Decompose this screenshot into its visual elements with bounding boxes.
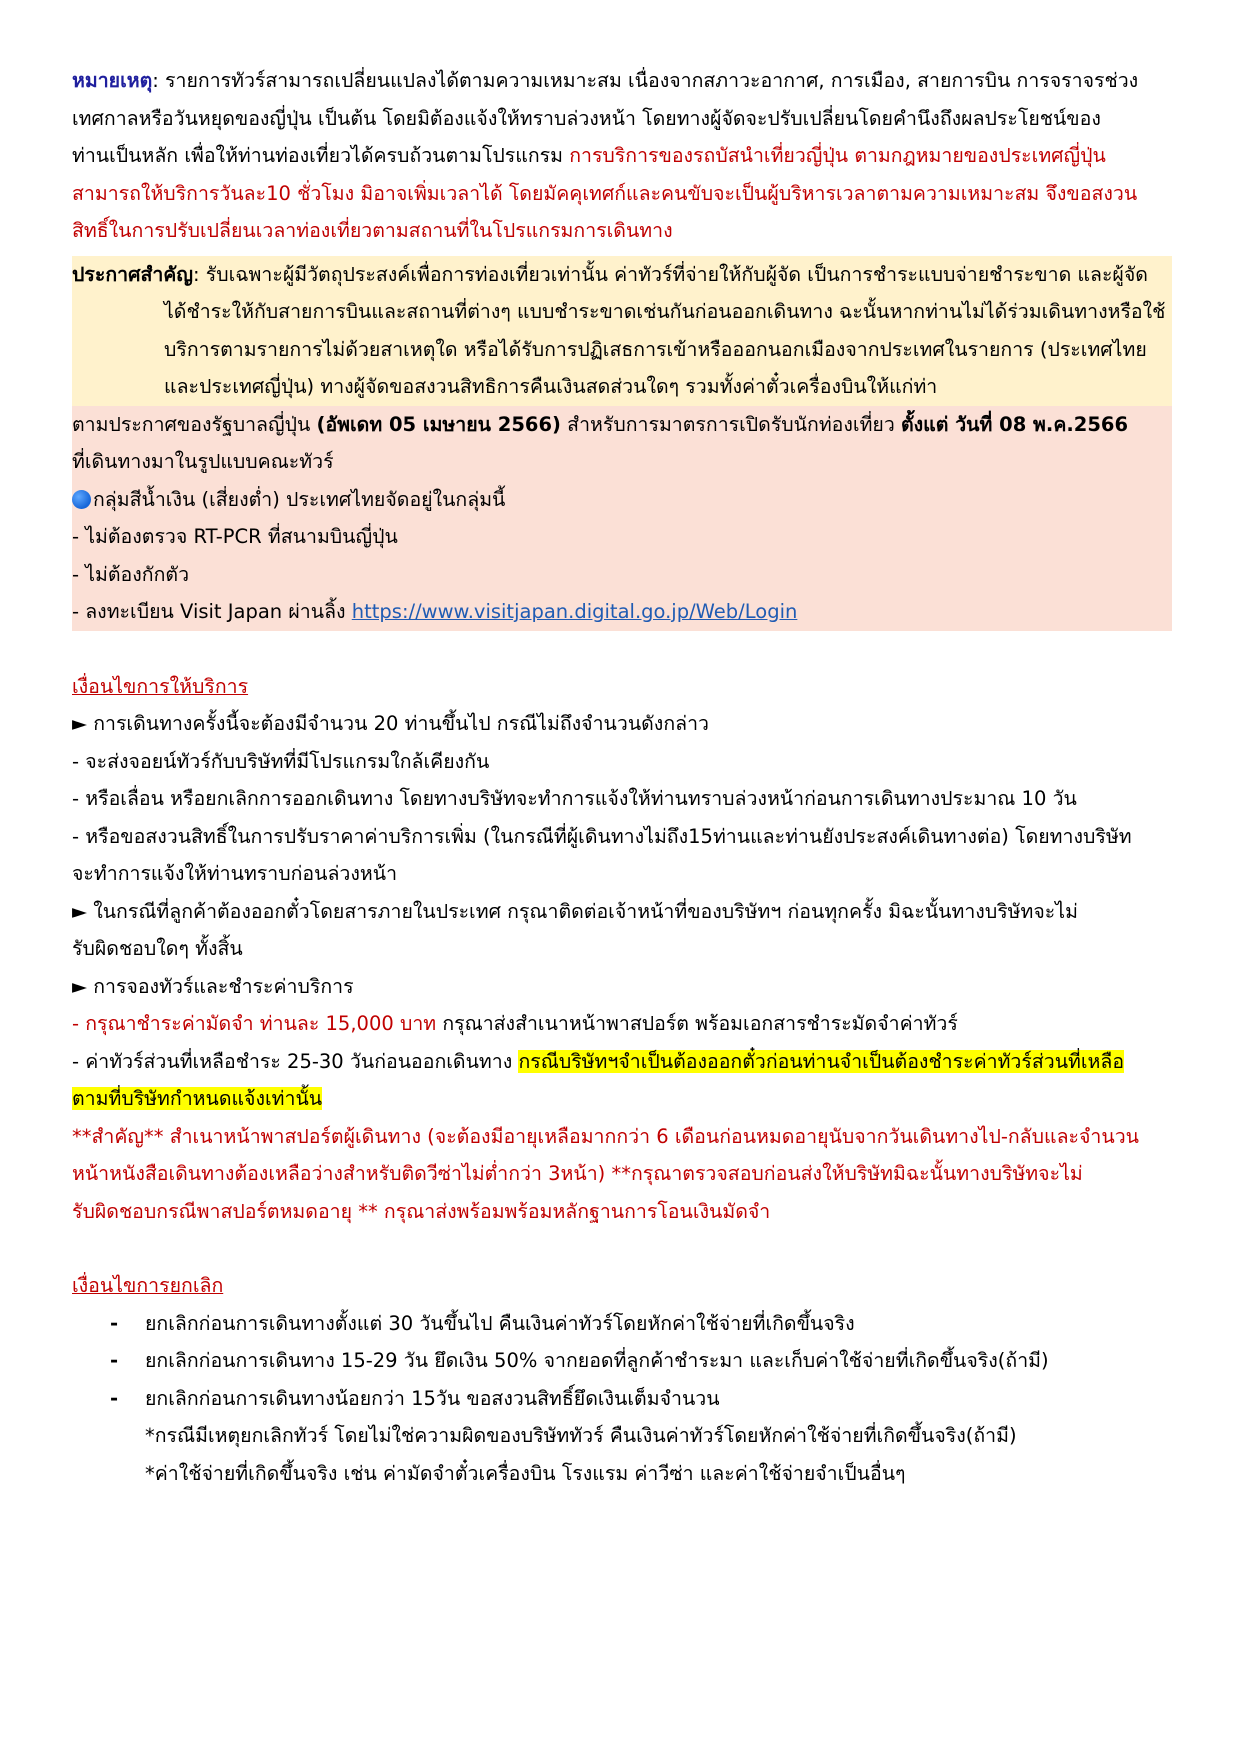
cancellation-heading: เงื่อนไขการยกเลิก	[72, 1274, 224, 1297]
register-text: - ลงทะเบียน Visit Japan ผ่านลิ้ง	[72, 600, 352, 623]
cancellation-section	[72, 1267, 1172, 1492]
announcement-box	[72, 256, 1172, 406]
condition-text: - ค่าทัวร์ส่วนที่เหลือชำระ 25-30 วันก่อนออกเดินทาง	[72, 1049, 519, 1073]
highlighted-notice: ตามที่บริษัทกำหนดแจ้งเท่านั้น	[72, 1087, 323, 1110]
dash-bullet: -	[110, 1386, 119, 1410]
notice-line: ที่เดินทางมาในรูปแบบคณะทัวร์	[72, 450, 334, 473]
cancellation-note: *กรณีมีเหตุยกเลิกทัวร์ โดยไม่ใช่ความผิดของบริษัททัวร์ คืนเงินค่าทัวร์โดยหักค่าใช้จ่ายที่เกิดขึ้นจริง(ถ้ามี)	[145, 1424, 1017, 1447]
update-date: (อัพเดท 05 เมษายน 2566)	[316, 412, 561, 436]
remark-bus-notice: สามารถให้บริการวันละ10 ชั่วโมง มิอาจเพิ่มเวลาได้ โดยมัคคุเทศก์และคนขับจะเป็นผู้บริหารเวลาตามความเหมาะสม จึงขอสงวน	[72, 181, 1138, 205]
notice-line: - ไม่ต้องตรวจ RT-PCR ที่สนามบินญี่ปุ่น	[72, 525, 398, 548]
announcement-text: : รับเฉพาะผู้มีวัตถุประสงค์เพื่อการท่องเที่ยวเท่านั้น ค่าทัวร์ที่จ่ายให้กับผู้จัด เป็นการชำระแบบจ่ายชำระขาด และผู้จัด	[192, 262, 1148, 286]
condition-line: - จะส่งจอยน์ทัวร์กับบริษัทที่มีโปรแกรมใกล้เคียงกัน	[72, 749, 490, 773]
cancellation-item-text: ยกเลิกก่อนการเดินทางตั้งแต่ 30 วันขึ้นไป คืนเงินค่าทัวร์โดยหักค่าใช้จ่ายที่เกิดขึ้นจริง	[145, 1311, 855, 1335]
condition-line: ► ในกรณีที่ลูกค้าต้องออกตั๋วโดยสารภายในประเทศ กรุณาติดต่อเจ้าหน้าที่ของบริษัทฯ ก่อนทุกครั้ง มิฉะนั้นทางบริษัทจะไม่	[72, 899, 1078, 923]
dash-bullet: -	[110, 1349, 119, 1372]
notice-text: สำหรับการมาตรการเปิดรับนักท่องเที่ยว	[560, 412, 901, 436]
remark-text: : รายการทัวร์สามารถเปลี่ยนแปลงได้ตามความเหมาะสม เนื่องจากสภาวะอากาศ, การเมือง, สายการบิน การจราจรช่วง	[152, 69, 1139, 92]
dash-bullet: -	[110, 1311, 119, 1335]
announcement-line: บริการตามรายการไม่ด้วยสาเหตุใด หรือได้รับการปฏิเสธการเข้าหรือออกนอกเมืองจากประเทศในรายการ (ประเทศไทย	[164, 337, 1147, 361]
cancellation-item-text: ยกเลิกก่อนการเดินทางน้อยกว่า 15วัน ขอสงวนสิทธิ์ยึดเงินเต็มจำนวน	[145, 1386, 720, 1410]
notice-line: - ไม่ต้องกักตัว	[72, 562, 190, 586]
notice-text: ตามประกาศของรัฐบาลญี่ปุ่น	[72, 412, 317, 436]
passport-notice: รับผิดชอบกรณีพาสปอร์ตหมดอายุ ** กรุณาส่งพร้อมพร้อมหลักฐานการโอนเงินมัดจำ	[72, 1199, 771, 1223]
condition-line: ► การจองทัวร์และชำระค่าบริการ	[72, 974, 354, 998]
cancellation-item-text: ยกเลิกก่อนการเดินทาง 15-29 วัน ยึดเงิน 50% จากยอดที่ลูกค้าชำระมา และเก็บค่าใช้จ่ายที่เกิดขึ้นจริง(ถ้ามี)	[145, 1349, 1049, 1372]
announcement-label: ประกาศสำคัญ	[72, 262, 193, 286]
remark-line: ท่านเป็นหลัก เพื่อให้ท่านท่องเที่ยวได้ครบถ้วนตามโปรแกรม	[72, 144, 570, 167]
condition-line: - หรือขอสงวนสิทธิ์ในการปรับราคาค่าบริการเพิ่ม (ในกรณีที่ผู้เดินทางไม่ถึง15ท่านและท่านยังประสงค์เดินทางต่อ) โดยทางบริษัท	[72, 824, 1132, 848]
blue-circle-icon	[72, 490, 91, 509]
blue-group-text: กลุ่มสีน้ำเงิน (เสี่ยงต่ำ) ประเทศไทยจัดอยู่ในกลุ่มนี้	[93, 487, 506, 511]
cancellation-item	[72, 1380, 1172, 1418]
remark-bus-notice: สิทธิ์ในการปรับเปลี่ยนเวลาท่องเที่ยวตามสถานที่ในโปรแกรมการเดินทาง	[72, 219, 673, 242]
condition-text: กรุณาส่งสำเนาหน้าพาสปอร์ต พร้อมเอกสารชำระมัดจำค่าทัวร์	[436, 1012, 958, 1035]
passport-notice: **สำคัญ** สำเนาหน้าพาสปอร์ตผู้เดินทาง (จะต้องมีอายุเหลือมากกว่า 6 เดือนก่อนหมดอายุนับจากวันเดินทางไป-กลับและจำนวน	[72, 1124, 1139, 1148]
effective-date: ตั้งแต่ วันที่ 08 พ.ค.2566	[901, 412, 1129, 436]
visit-japan-link[interactable]: https://www.visitjapan.digital.go.jp/Web/Login	[351, 600, 798, 623]
passport-notice: หน้าหนังสือเดินทางต้องเหลือว่างสำหรับติดวีซ่าไม่ต่ำกว่า 3หน้า) **กรุณาตรวจสอบก่อนส่งให้บริษัทมิฉะนั้นทางบริษัทจะไม่	[72, 1162, 1083, 1185]
deposit-amount: - กรุณาชำระค่ามัดจำ ท่านละ 15,000 บาท	[72, 1012, 437, 1035]
announcement-line: และประเทศญี่ปุ่น) ทางผู้จัดขอสงวนสิทธิการคืนเงินสดส่วนใดๆ รวมทั้งค่าตั๋วเครื่องบินให้แก่ท่า	[164, 375, 938, 398]
remark-section	[72, 62, 1172, 250]
service-conditions-section	[72, 668, 1172, 1231]
announcement-line: ได้ชำระให้กับสายการบินและสถานที่ต่างๆ แบบชำระขาดเช่นกันก่อนออกเดินทาง ฉะนั้นหากท่านไม่ได้ร่วมเดินทางหรือใช้	[164, 300, 1166, 323]
remark-bus-notice: การบริการของรถบัสนำเที่ยวญี่ปุ่น ตามกฎหมายของประเทศญี่ปุ่น	[569, 144, 1106, 167]
condition-line: รับผิดชอบใดๆ ทั้งสิ้น	[72, 937, 243, 960]
condition-line: ► การเดินทางครั้งนี้จะต้องมีจำนวน 20 ท่านขึ้นไป กรณีไม่ถึงจำนวนดังกล่าว	[72, 712, 709, 735]
condition-line: จะทำการแจ้งให้ท่านทราบก่อนล่วงหน้า	[72, 862, 398, 885]
japan-notice-box	[72, 406, 1172, 631]
document-page	[72, 62, 1172, 1492]
highlighted-notice: กรณีบริษัทฯจำเป็นต้องออกตั๋วก่อนท่านจำเป็นต้องชำระค่าทัวร์ส่วนที่เหลือ	[518, 1049, 1125, 1073]
condition-line: - หรือเลื่อน หรือยกเลิกการออกเดินทาง โดยทางบริษัทจะทำการแจ้งให้ท่านทราบล่วงหน้าก่อนการเดินทางประมาณ 10 วัน	[72, 787, 1077, 810]
cancellation-item	[72, 1305, 1172, 1343]
cancellation-item	[72, 1342, 1172, 1380]
remark-line: เทศกาลหรือวันหยุดของญี่ปุ่น เป็นต้น โดยมิต้องแจ้งให้ทราบล่วงหน้า โดยทางผู้จัดจะปรับเปลี่ยนโดยคำนึงถึงผลประโยชน์ของ	[72, 106, 1101, 130]
cancellation-note: *ค่าใช้จ่ายที่เกิดขึ้นจริง เช่น ค่ามัดจำตั๋วเครื่องบิน โรงแรม ค่าวีซ่า และค่าใช้จ่ายจำเป็นอื่นๆ	[145, 1461, 906, 1485]
remark-label: หมายเหตุ	[72, 69, 153, 92]
service-conditions-heading: เงื่อนไขการให้บริการ	[72, 674, 249, 698]
